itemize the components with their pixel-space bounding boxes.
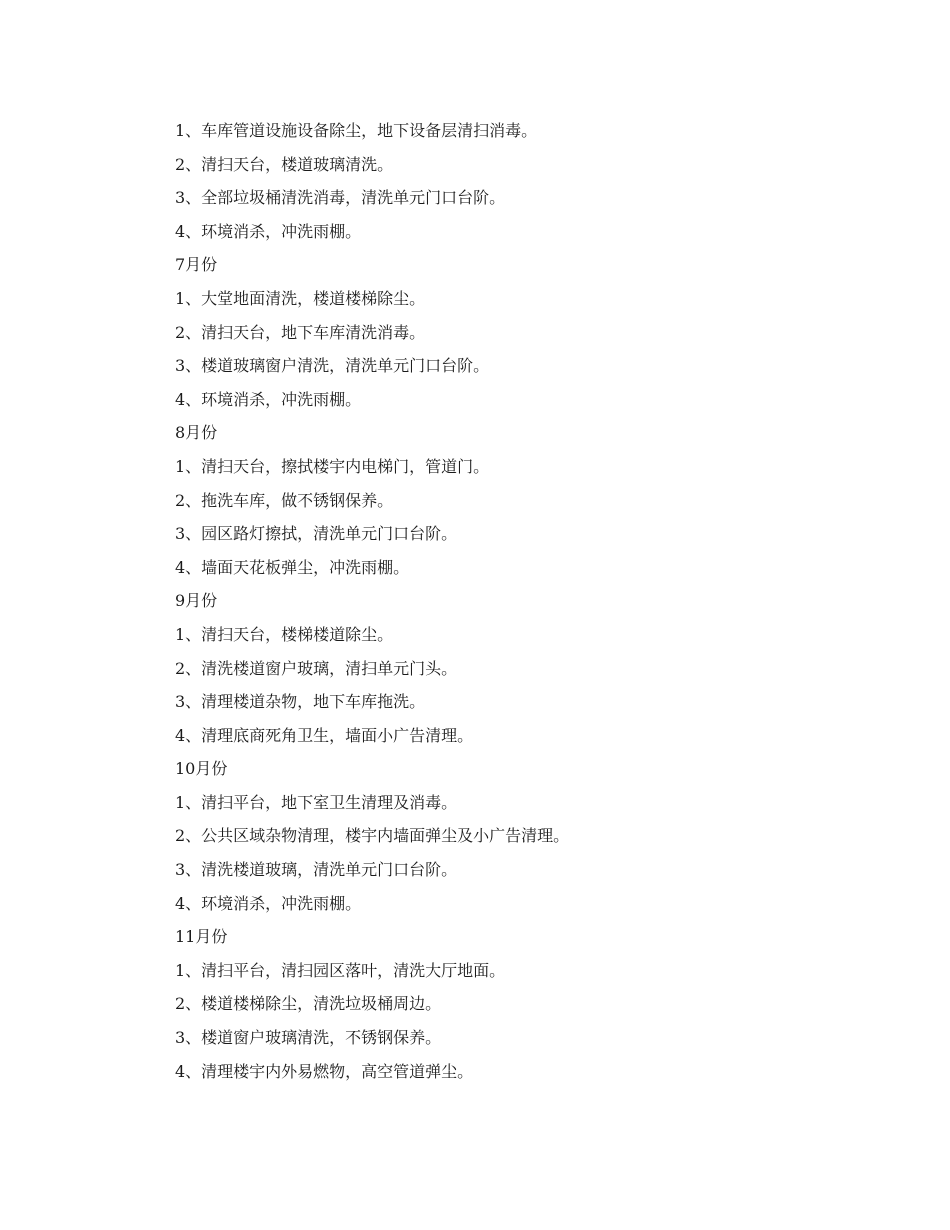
list-item: 1、清扫天台，擦拭楼宇内电梯门，管道门。 bbox=[175, 456, 490, 476]
list-item: 1、清扫天台，楼梯楼道除尘。 bbox=[175, 624, 394, 644]
list-item: 3、清洗楼道玻璃，清洗单元门口台阶。 bbox=[175, 860, 458, 880]
list-item: 1、清扫平台，清扫园区落叶，清洗大厅地面。 bbox=[175, 960, 506, 980]
list-item: 3、楼道窗户玻璃清洗，不锈钢保养。 bbox=[175, 1028, 442, 1048]
list-item: 4、清理楼宇内外易燃物，高空管道弹尘。 bbox=[175, 1061, 474, 1081]
list-item: 1、车库管道设施设备除尘，地下设备层清扫消毒。 bbox=[175, 121, 538, 140]
list-item: 3、园区路灯擦拭，清洗单元门口台阶。 bbox=[175, 524, 458, 544]
list-item: 3、清理楼道杂物，地下车库拖洗。 bbox=[175, 692, 426, 712]
list-item: 2、拖洗车库，做不锈钢保养。 bbox=[175, 490, 394, 510]
month-heading: 7月份 bbox=[175, 255, 218, 275]
list-item: 4、清理底商死角卫生，墙面小广告清理。 bbox=[175, 725, 474, 745]
list-item: 4、环境消杀，冲洗雨棚。 bbox=[175, 389, 362, 409]
month-heading: 8月份 bbox=[175, 423, 218, 443]
list-item: 4、环境消杀，冲洗雨棚。 bbox=[175, 221, 362, 241]
month-heading: 10月份 bbox=[175, 759, 228, 779]
list-item: 2、清洗楼道窗户玻璃，清扫单元门头。 bbox=[175, 658, 458, 678]
list-item: 4、墙面天花板弹尘，冲洗雨棚。 bbox=[175, 557, 410, 577]
list-item: 2、公共区域杂物清理，楼宇内墙面弹尘及小广告清理。 bbox=[175, 826, 570, 846]
list-item: 3、全部垃圾桶清洗消毒，清洗单元门口台阶。 bbox=[175, 188, 506, 208]
list-item: 2、楼道楼梯除尘，清洗垃圾桶周边。 bbox=[175, 994, 442, 1014]
list-item: 2、清扫天台，地下车库清洗消毒。 bbox=[175, 322, 426, 342]
list-item: 1、大堂地面清洗，楼道楼梯除尘。 bbox=[175, 288, 426, 308]
month-heading: 11月份 bbox=[175, 927, 228, 947]
document-body bbox=[175, 114, 875, 1088]
list-item: 4、环境消杀，冲洗雨棚。 bbox=[175, 893, 362, 913]
month-heading: 9月份 bbox=[175, 591, 218, 611]
list-item: 1、清扫平台，地下室卫生清理及消毒。 bbox=[175, 792, 458, 812]
list-item: 2、清扫天台，楼道玻璃清洗。 bbox=[175, 154, 394, 174]
list-item: 3、楼道玻璃窗户清洗，清洗单元门口台阶。 bbox=[175, 356, 490, 376]
